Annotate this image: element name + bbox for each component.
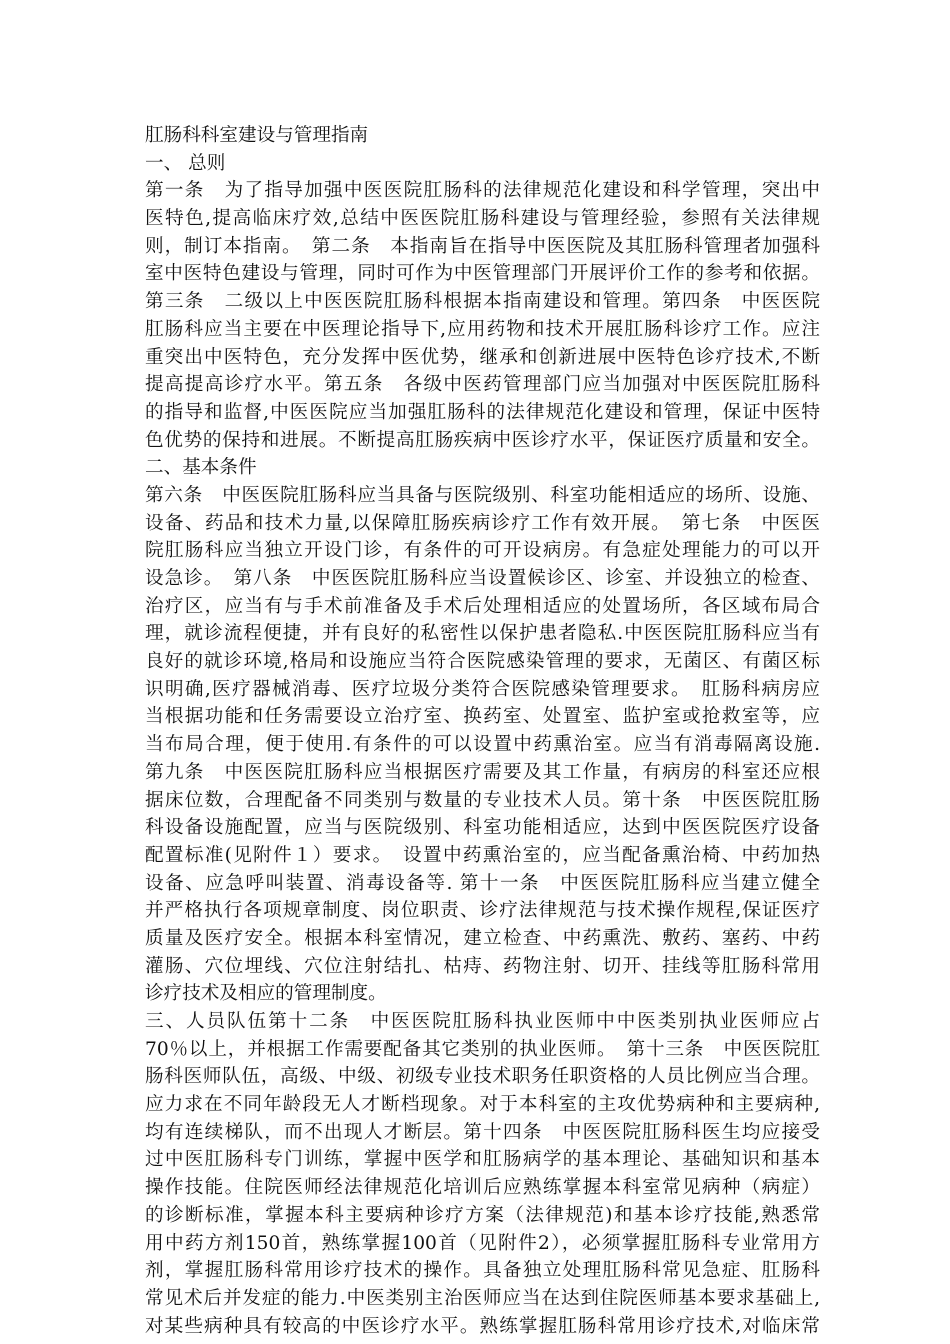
text-line: 配置标准(见附件１）要求。 设置中药熏治室的，应当配备熏治椅、中药加热: [145, 844, 820, 866]
text-line: 过中医肛肠科专门训练，掌握中医学和肛肠病学的基本理论、基础知识和基本: [145, 1149, 820, 1171]
section-heading: 二、基本条件: [145, 457, 257, 479]
text-line: 灌肠、穴位埋线、穴位注射结扎、枯痔、药物注射、切开、挂线等肛肠科常用: [145, 955, 820, 977]
text-line: 设急诊。 第八条 中医医院肛肠科应当设置候诊区、诊室、并设独立的检查、: [145, 568, 820, 589]
text-line: 并严格执行各项规章制度、岗位职责、诊疗法律规范与技术操作规程,保证医疗: [145, 900, 820, 922]
text-line: 则，制订本指南。 第二条 本指南旨在指导中医医院及其肛肠科管理者加强科: [145, 235, 820, 257]
text-line: 识明确,医疗器械消毒、医疗垃圾分类符合医院感染管理要求。 肛肠科病房应: [145, 678, 820, 700]
text-line: 肠科医师队伍，高级、中级、初级专业技术职务任职资格的人员比例应当合理。: [145, 1066, 820, 1088]
text-line: 治疗区，应当有与手术前准备及手术后处理相适应的处置场所，各区域布局合: [145, 595, 820, 617]
text-line: 设备、药品和技术力量,以保障肛肠疾病诊疗工作有效开展。 第七条 中医医: [145, 512, 820, 534]
text-line: 室中医特色建设与管理，同时可作为中医管理部门开展评价工作的参考和依据。: [145, 263, 820, 285]
text-line: 的诊断标准，掌握本科主要病种诊疗方案（法律规范)和基本诊疗技能,熟悉常: [145, 1204, 820, 1226]
text-line: 第六条 中医医院肛肠科应当具备与医院级别、科室功能相适应的场所、设施、: [145, 484, 820, 506]
text-line: 的指导和监督,中医医院应当加强肛肠科的法律规范化建设和管理，保证中医特: [145, 401, 820, 423]
text-line: 第九条 中医医院肛肠科应当根据医疗需要及其工作量，有病房的科室还应根: [145, 761, 820, 783]
text-line: 常见术后并发症的能力.中医类别主治医师应当在达到住院医师基本要求基础上,: [145, 1287, 820, 1309]
text-line: 操作技能。住院医师经法律规范化培训后应熟练掌握本科室常见病种（病症）: [145, 1177, 820, 1199]
document-body: [145, 122, 820, 1340]
document-title: 肛肠科科室建设与管理指南: [145, 125, 369, 146]
text-line: 设备、应急呼叫装置、消毒设备等. 第十一条 中医医院肛肠科应当建立健全: [145, 872, 820, 894]
text-line: 应力求在不同年龄段无人才断档现象。对于本科室的主攻优势病种和主要病种,: [145, 1094, 820, 1116]
text-line: 院肛肠科应当独立开设门诊，有条件的可开设病房。有急症处理能力的可以开: [145, 540, 820, 562]
text-line: 第一条 为了指导加强中医医院肛肠科的法律规范化建设和科学管理，突出中: [145, 180, 820, 202]
text-line: 用中药方剂150首，熟练掌握100首（见附件2），必须掌握肛肠科专业常用方: [145, 1232, 820, 1254]
text-line: 肛肠科应当主要在中医理论指导下,应用药物和技术开展肛肠科诊疗工作。应注: [145, 318, 820, 340]
text-line: 医特色,提高临床疗效,总结中医医院肛肠科建设与管理经验，参照有关法律规: [145, 208, 820, 230]
text-line: 诊疗技术及相应的管理制度。: [145, 983, 387, 1005]
text-line: 科设备设施配置，应当与医院级别、科室功能相适应，达到中医医院医疗设备: [145, 817, 820, 839]
text-line: 提高提高诊疗水平。第五条 各级中医药管理部门应当加强对中医医院肛肠科: [145, 374, 820, 396]
text-line: 剂，掌握肛肠科常用诊疗技术的操作。具备独立处理肛肠科常见急症、肛肠科: [145, 1260, 820, 1282]
text-line: 理，就诊流程便捷，并有良好的私密性以保护患者隐私.中医医院肛肠科应当有: [145, 623, 820, 645]
text-line: 当布局合理，便于使用.有条件的可以设置中药熏治室。应当有消毒隔离设施.: [145, 734, 820, 756]
text-line: 均有连续梯队，而不出现人才断层。第十四条 中医医院肛肠科医生均应接受: [145, 1121, 820, 1143]
text-line: 三、人员队伍第十二条 中医医院肛肠科执业医师中中医类别执业医师应占: [145, 1011, 820, 1032]
text-line: 当根据功能和任务需要设立治疗室、换药室、处置室、监护室或抢救室等，应: [145, 706, 820, 728]
text-line: 良好的就诊环境,格局和设施应当符合医院感染管理的要求，无菌区、有菌区标: [145, 651, 820, 673]
text-line: 重突出中医特色，充分发挥中医优势，继承和创新进展中医特色诊疗技术,不断: [145, 346, 820, 368]
text-line: 据床位数，合理配备不同类别与数量的专业技术人员。第十条 中医医院肛肠: [145, 789, 820, 811]
text-line: 70％以上，并根据工作需要配备其它类别的执业医师。 第十三条 中医医院肛: [145, 1038, 820, 1060]
text-line: 对某些病种具有较高的中医诊疗水平。熟练掌握肛肠科常用诊疗技术,对临床常: [145, 1315, 820, 1337]
text-line: 第三条 二级以上中医医院肛肠科根据本指南建设和管理。第四条 中医医院: [145, 291, 820, 313]
text-line: 色优势的保持和进展。不断提高肛肠疾病中医诊疗水平，保证医疗质量和安全。: [145, 429, 820, 451]
section-heading: 一、 总则: [145, 152, 226, 174]
text-line: 质量及医疗安全。根据本科室情况，建立检查、中药熏洗、敷药、塞药、中药: [145, 927, 820, 949]
